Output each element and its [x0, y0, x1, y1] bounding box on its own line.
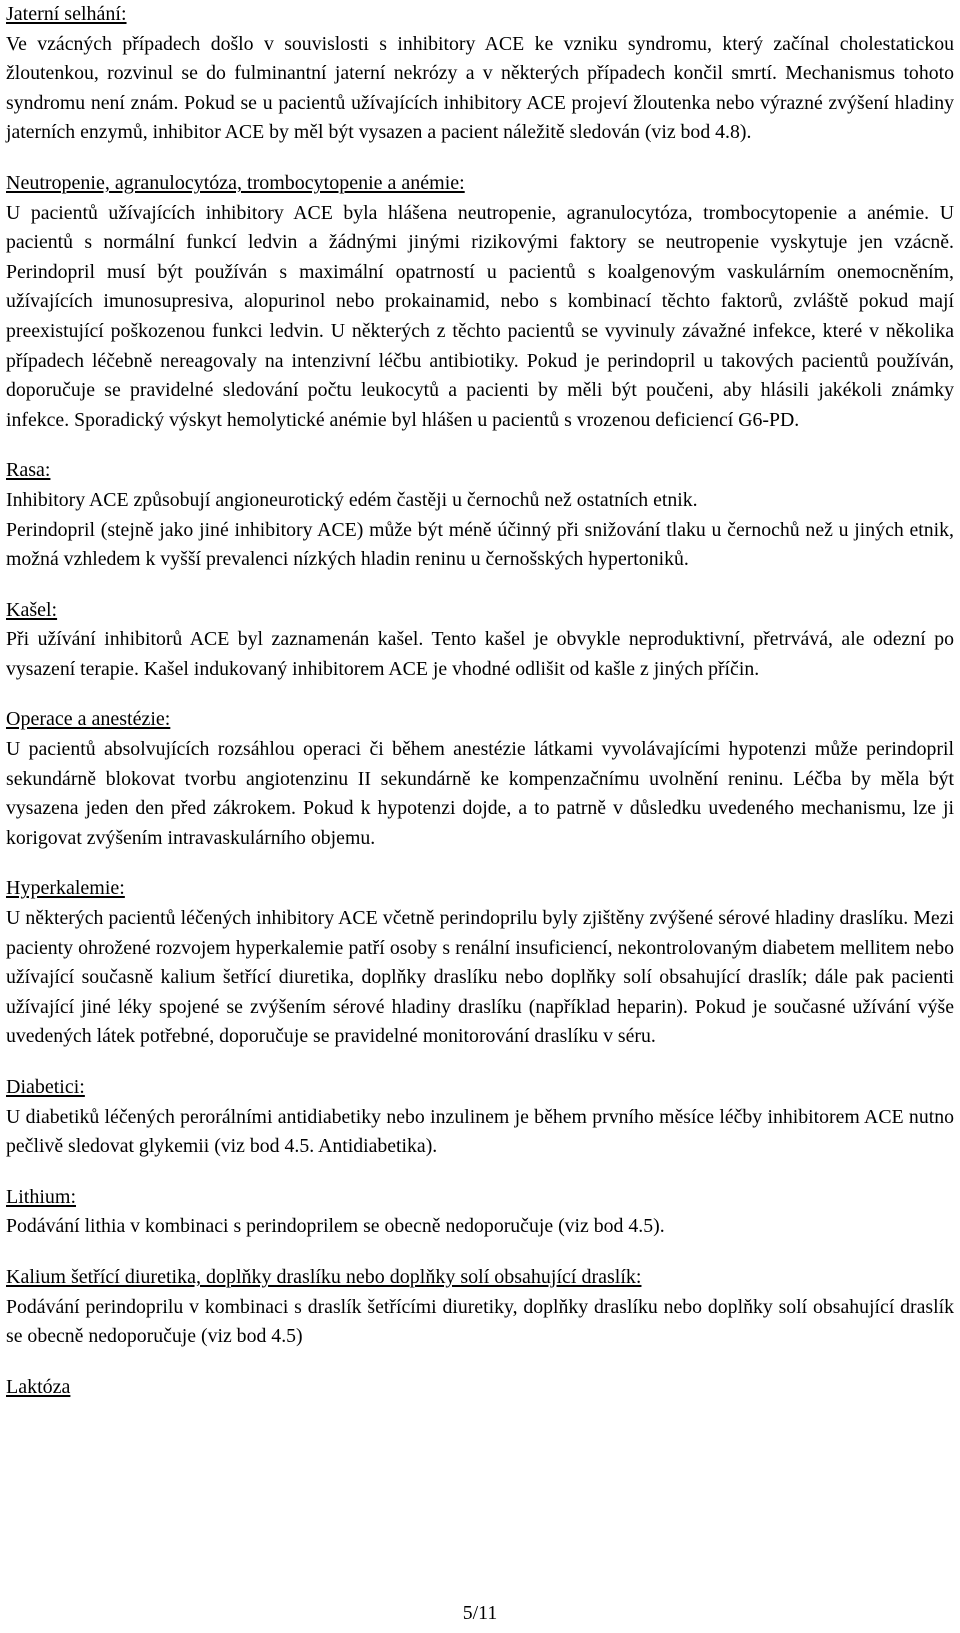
section-heading: Jaterní selhání: [6, 3, 127, 25]
section-race [6, 456, 954, 574]
section-heading: Lithium: [6, 1185, 76, 1208]
page-number: 5/11 [462, 1602, 498, 1624]
section-heading: Operace a anestézie: [6, 708, 171, 731]
section-heading: Kalium šetřící diuretika, doplňky draslíku nebo doplňky solí obsahující draslík: [6, 1265, 642, 1288]
section-heading: Rasa: [6, 459, 51, 482]
section-paragraph: Při užívání inhibitorů ACE byl zaznamenán kašel. Tento kašel je obvykle neproduktivní, přetrvává, ale odezní po vysazení terapie. Kašel indukovaný inhibitorem ACE je vhodné odlišit od kašle z jiných příčin. [6, 628, 954, 680]
section-liver-failure [6, 0, 954, 148]
section-heading: Kašel: [6, 598, 58, 621]
section-paragraph: Podávání perindoprilu v kombinaci s draslík šetřícími diuretiky, doplňky draslíku nebo doplňky solí obsahující draslík se obecně nedoporučuje (viz bod 4.5) [6, 1295, 954, 1348]
section-paragraph: U pacientů užívajících inhibitory ACE byla hlášena neutropenie, agranulocytóza, trombocytopenie a anémie. U pacientů s normální funkcí ledvin a žádnými jinými rizikovými faktory se neutropenie vyskytuje jen vzácně. Perindopril musí být používán s maximální opatrností u pacientů s koalgenovým vaskulárním onemocněním, užívajících imunosupresiva, alopurinol nebo prokainamid, nebo s kombinací těchto faktorů, zvláště pokud mají preexistující poškozenou funkci ledvin. U některých z těchto pacientů se vyvinuly závažné infekce, které v několika případech léčebně nereagovaly na intenzivní léčbu antibiotiky. Pokud je perindopril u takových pacientů používán, doporučuje se pravidelné sledování počtu leukocytů a pacienti by měli být poučeni, aby hlásili jakékoli známky infekce. Sporadický výskyt hemolytické anémie byl hlášen u pacientů s vrozenou deficiencí G6-PD. [6, 201, 954, 431]
section-hyperkalaemia [6, 874, 954, 1052]
section-heading: Hyperkalemie: [6, 877, 125, 900]
section-paragraph: U některých pacientů léčených inhibitory ACE včetně perindoprilu byly zjištěny zvýšené sérové hladiny draslíku. Mezi pacienty ohrožené rozvojem hyperkalemie patří osoby s renální insuficiencí, nekontrolovaným diabetem mellitem nebo užívající současně kalium šetřící diuretika, doplňky draslíku nebo doplňky solí obsahující draslík; dále pak pacienti užívající jiné léky spojené se zvýšením sérové hladiny draslíku (například heparin). Pokud je současné užívání výše uvedených látek potřebné, doporučuje se pravidelné monitorování draslíku v séru. [6, 907, 954, 1048]
section-paragraph: Ve vzácných případech došlo v souvislosti s inhibitory ACE ke vzniku syndromu, který začínal cholestatickou žloutenkou, rozvinul se do fulminantní jaterní nekrózy a v některých případech končil smrtí. Mechanismus tohoto syndromu není znám. Pokud se u pacientů užívajících inhibitory ACE projeví žloutenka nebo výrazné zvýšení hladiny jaterních enzymů, inhibitor ACE by měl být vysazen a pacient náležitě sledován (viz bod 4.8). [6, 32, 954, 144]
section-lactose [6, 1373, 954, 1403]
section-paragraph: Podávání lithia v kombinaci s perindoprilem se obecně nedoporučuje (viz bod 4.5). [6, 1215, 665, 1238]
section-heading: Diabetici: [6, 1076, 85, 1098]
section-paragraph: Perindopril (stejně jako jiné inhibitory ACE) může být méně účinný při snižování tlaku u černochů než u jiných etnik, možná vzhledem k vyšší prevalenci nízkých hladin reninu u černošských hypertoniků. [6, 518, 954, 571]
section-surgery-anaesthesia [6, 705, 954, 853]
section-paragraph: Inhibitory ACE způsobují angioneurotický edém častěji u černochů než ostatních etnik. [6, 488, 698, 511]
section-cough [6, 596, 954, 685]
document-page [6, 0, 954, 1402]
section-neutropenia [6, 169, 954, 435]
section-heading: Laktóza [6, 1375, 71, 1398]
section-paragraph: U diabetiků léčených perorálními antidiabetiky nebo inzulinem je během prvního měsíce léčby inhibitorem ACE nutno pečlivě sledovat glykemii (viz bod 4.5. Antidiabetika). [6, 1105, 954, 1158]
section-heading: Neutropenie, agranulocytóza, trombocytopenie a anémie: [6, 171, 465, 194]
section-lithium [6, 1183, 954, 1242]
section-diabetics [6, 1073, 954, 1162]
section-potassium-sparing [6, 1263, 954, 1352]
section-paragraph: U pacientů absolvujících rozsáhlou operaci či během anestézie látkami vyvolávajícími hypotenzi může perindopril sekundárně blokovat tvorbu angiotenzinu II sekundárně ke kompenzačnímu uvolnění reninu. Léčba by měla být vysazena jeden den před zákrokem. Pokud k hypotenzi dojde, a to patrně v důsledku uvedeného mechanismu, lze ji korigovat zvýšením intravaskulárního objemu. [6, 738, 954, 849]
